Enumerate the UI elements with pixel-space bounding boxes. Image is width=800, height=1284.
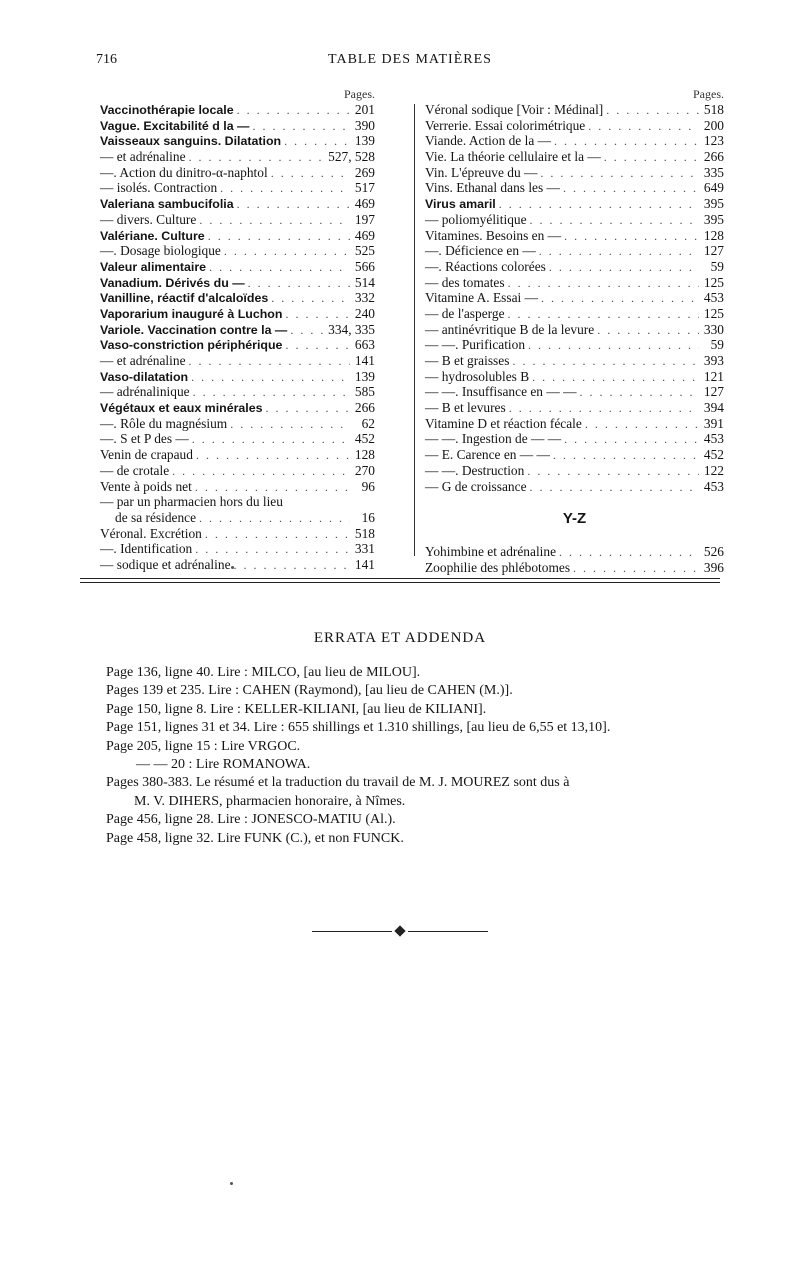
entry-text: Véronal sodique [Voir : Médinal]	[425, 102, 604, 117]
leader-dots	[597, 323, 699, 339]
entry-text: Végétaux et eaux minérales	[100, 401, 263, 416]
entry-page: 526	[703, 544, 724, 560]
index-entry	[425, 544, 724, 560]
leader-dots	[509, 401, 699, 417]
entry-page: 266	[703, 149, 724, 165]
index-entry	[425, 384, 724, 400]
leader-dots	[290, 323, 325, 339]
index-entry-list	[425, 102, 724, 494]
entry-text: Vaporarium inauguré à Luchon	[100, 306, 283, 321]
leader-dots	[553, 448, 699, 464]
section-heading-yz: Y-Z	[562, 510, 587, 528]
entry-page: 128	[703, 227, 724, 243]
leader-dots	[271, 291, 350, 307]
entry-text: Vente à poids net	[100, 478, 192, 494]
leader-dots	[554, 134, 699, 150]
index-entry	[100, 541, 375, 557]
index-entry	[425, 431, 724, 447]
leader-dots	[234, 558, 350, 574]
index-entry	[100, 494, 375, 510]
entry-text: — de crotale	[100, 462, 170, 478]
errata-line: Page 205, ligne 15 : Lire VRGOC.	[106, 738, 301, 754]
entry-text: Vaccinothérapie locale	[100, 103, 234, 117]
index-entry	[100, 479, 375, 495]
index-entry	[100, 228, 375, 244]
leader-dots	[539, 244, 699, 260]
entry-text: — B et graisses	[425, 353, 510, 368]
index-entry	[100, 322, 375, 338]
entry-text: — B et levures	[425, 400, 506, 416]
index-entry	[425, 416, 724, 432]
leader-dots	[508, 307, 699, 323]
entry-text: — isolés. Contraction	[100, 180, 218, 196]
entry-page: 240	[354, 305, 375, 321]
index-entry	[425, 259, 724, 275]
leader-dots	[549, 260, 699, 276]
entry-text: Vitamine A. Essai —	[425, 290, 539, 306]
index-entry	[425, 212, 724, 228]
entry-text: Virus amaril	[425, 197, 496, 212]
entry-page: 452	[354, 431, 375, 447]
leader-dots	[248, 276, 350, 292]
entry-page: 59	[710, 258, 724, 274]
leader-dots	[193, 385, 350, 401]
index-entry	[100, 400, 375, 416]
entry-page: 395	[703, 196, 724, 212]
index-entry	[100, 526, 375, 542]
index-entry	[100, 196, 375, 212]
index-entry	[100, 510, 375, 526]
entry-page: 525	[354, 243, 375, 259]
entry-page: 518	[354, 525, 375, 541]
entry-text: —. Dosage biologique	[100, 243, 221, 259]
leader-dots	[192, 432, 350, 448]
entry-text: Vie. La théorie cellulaire et la —	[425, 149, 601, 165]
index-entry	[425, 243, 724, 259]
entry-page: 332	[354, 290, 375, 306]
leader-dots	[499, 197, 699, 213]
entry-text: — des tomates	[425, 274, 505, 290]
entry-text: Vaso-constriction périphérique	[100, 338, 283, 353]
entry-page: 59	[710, 337, 724, 353]
index-entry	[100, 463, 375, 479]
index-entry	[425, 275, 724, 291]
leader-dots	[508, 276, 699, 292]
leader-dots	[564, 432, 699, 448]
entry-text: Valériane. Culture	[100, 228, 205, 243]
leader-dots	[588, 119, 699, 135]
index-entry	[425, 102, 724, 118]
double-rule-bottom	[80, 582, 720, 583]
entry-text: Vague. Excitabilité d la —	[100, 118, 250, 133]
index-entry	[100, 337, 375, 353]
index-entry	[425, 400, 724, 416]
entry-text: de sa résidence	[115, 509, 197, 525]
entry-page: 394	[703, 400, 724, 416]
entry-page: 335	[703, 164, 724, 180]
leader-dots	[285, 338, 350, 354]
errata-line: — — 20 : Lire ROMANOWA.	[136, 757, 311, 773]
entry-page: 125	[703, 305, 724, 321]
leader-dots	[224, 244, 350, 260]
leader-dots	[220, 181, 350, 197]
entry-page: 123	[703, 133, 724, 149]
entry-text: Vaisseaux sanguins. Dilatation	[100, 134, 282, 149]
index-entry	[425, 322, 724, 338]
leader-dots	[527, 464, 699, 480]
leader-dots	[528, 338, 699, 354]
index-entry	[425, 180, 724, 196]
index-entry	[425, 165, 724, 181]
entry-text: Viande. Action de la —	[425, 133, 552, 149]
entry-page: 331	[354, 541, 375, 557]
ornament-line-left	[312, 931, 392, 932]
entry-text: — —. Destruction	[425, 462, 525, 478]
leader-dots	[532, 370, 699, 386]
entry-page: 518	[703, 102, 724, 117]
entry-page: 127	[703, 384, 724, 400]
leader-dots	[284, 134, 350, 150]
entry-text: Vanadium. Dérivés du —	[100, 275, 245, 290]
errata-line: M. V. DIHERS, pharmacien honoraire, à Nîmes.	[134, 793, 406, 809]
entry-page: 139	[354, 133, 375, 149]
errata-line: Pages 139 et 235. Lire : CAHEN (Raymond), [au lieu de CAHEN (M.)].	[106, 683, 513, 699]
leader-dots	[540, 166, 699, 182]
entry-page: 330	[703, 321, 724, 337]
entry-text: Vitamines. Besoins en —	[425, 227, 562, 243]
leader-dots	[285, 307, 350, 323]
entry-page: 663	[354, 337, 375, 353]
entry-text: —. Réactions colorées	[425, 258, 546, 274]
entry-page: 453	[703, 290, 724, 306]
end-ornament	[312, 926, 488, 938]
page-number: 716	[96, 52, 117, 67]
entry-text: — hydrosolubles B	[425, 368, 530, 384]
entry-page: 469	[354, 196, 375, 212]
index-entry	[100, 133, 375, 149]
leader-dots	[564, 229, 699, 245]
entry-text: — et adrénaline	[100, 149, 186, 165]
ink-speck	[231, 566, 234, 569]
index-entry	[425, 463, 724, 479]
index-entry	[100, 384, 375, 400]
entry-page: 334, 335	[328, 321, 375, 337]
index-entry	[100, 149, 375, 165]
leader-dots	[530, 480, 699, 496]
index-entry	[425, 306, 724, 322]
index-entry	[100, 353, 375, 369]
index-entry	[425, 560, 724, 576]
leader-dots	[208, 229, 350, 245]
leader-dots	[195, 480, 350, 496]
leader-dots	[563, 181, 699, 197]
errata-line: Pages 380-383. Le résumé et la traduction du travail de M. J. MOUREZ sont dus à	[106, 775, 570, 791]
ornament-diamond	[394, 925, 405, 936]
leader-dots	[199, 511, 350, 527]
entry-page: 527, 528	[328, 149, 375, 165]
ink-speck	[230, 1182, 233, 1185]
entry-page: 128	[354, 447, 375, 463]
running-title: TABLE DES MATIÈRES	[328, 52, 492, 67]
leader-dots	[196, 448, 350, 464]
errata-list	[106, 664, 736, 848]
entry-page: 514	[354, 274, 375, 290]
entry-text: — de l'asperge	[425, 305, 505, 321]
index-entry	[100, 165, 375, 181]
leader-dots	[541, 291, 699, 307]
index-entry-list	[100, 102, 375, 573]
pages-column-header: Pages.	[344, 87, 375, 101]
entry-page: 139	[354, 368, 375, 384]
pages-column-header: Pages.	[693, 87, 724, 101]
entry-page: 16	[361, 509, 375, 525]
entry-page: 393	[703, 353, 724, 368]
entry-page: 469	[354, 227, 375, 243]
leader-dots	[559, 545, 699, 561]
entry-text: Variole. Vaccination contre la —	[100, 322, 288, 337]
index-entry	[100, 290, 375, 306]
entry-text: Vins. Ethanal dans les —	[425, 180, 560, 196]
leader-dots	[530, 213, 699, 229]
entry-page: 395	[703, 211, 724, 227]
errata-line: Page 150, ligne 8. Lire : KELLER-KILIANI, [au lieu de KILIANI].	[106, 701, 487, 717]
entry-page: 266	[354, 400, 375, 416]
index-entry	[100, 118, 375, 134]
leader-dots	[266, 401, 350, 417]
entry-text: —. Action du dinitro-α-naphtol	[100, 164, 268, 180]
entry-text: — sodique et adrénaline	[100, 556, 231, 572]
entry-page: 122	[703, 462, 724, 478]
entry-text: — antinévritique B de la levure	[425, 321, 595, 337]
index-entry	[100, 369, 375, 385]
entry-text: — adrénalinique	[100, 384, 190, 400]
entry-page: 270	[354, 462, 375, 478]
index-entry	[425, 353, 724, 369]
index-entry	[100, 180, 375, 196]
leader-dots	[585, 417, 699, 433]
leader-dots	[579, 385, 699, 401]
index-entry	[100, 102, 375, 118]
index-column-left	[100, 86, 375, 573]
leader-dots	[512, 354, 699, 370]
index-column-right	[425, 86, 724, 576]
entry-page: 517	[354, 180, 375, 196]
entry-page: 62	[361, 415, 375, 431]
column-divider	[414, 104, 415, 556]
leader-dots	[237, 197, 350, 213]
leader-dots	[209, 260, 350, 276]
entry-text: —. Rôle du magnésium	[100, 415, 228, 431]
leader-dots	[252, 119, 350, 135]
entry-text: —. Identification	[100, 541, 193, 557]
entry-text: Zoophilie des phlébotomes	[425, 559, 571, 575]
entry-text: — divers. Culture	[100, 211, 197, 227]
leader-dots	[271, 166, 350, 182]
index-entry	[425, 196, 724, 212]
entry-text: Valeur alimentaire	[100, 259, 207, 274]
entry-page: 201	[354, 102, 375, 117]
entry-text: — E. Carence en — —	[425, 447, 550, 463]
index-entry	[100, 431, 375, 447]
entry-text: — —. Insuffisance en — —	[425, 384, 577, 400]
index-entry-list	[425, 544, 724, 575]
index-entry	[100, 243, 375, 259]
entry-text: — —. Purification	[425, 337, 526, 353]
index-entry	[425, 149, 724, 165]
entry-text: Valeriana sambucifolia	[100, 197, 234, 212]
entry-text: Vanilline, réactif d'alcaloïdes	[100, 291, 269, 306]
index-entry	[425, 228, 724, 244]
entry-page: 453	[703, 431, 724, 447]
entry-text: Verrerie. Essai colorimétrique	[425, 117, 586, 133]
leader-dots	[606, 103, 699, 119]
leader-dots	[189, 150, 326, 166]
entry-page: 585	[354, 384, 375, 400]
index-entry	[425, 479, 724, 495]
index-entry	[100, 212, 375, 228]
leader-dots	[195, 542, 350, 558]
leader-dots	[205, 527, 350, 543]
entry-text: Yohimbine et adrénaline	[425, 544, 557, 560]
leader-dots	[237, 103, 350, 119]
index-entry	[100, 275, 375, 291]
ornament-line-right	[408, 931, 488, 932]
index-entry	[425, 290, 724, 306]
index-entry	[425, 447, 724, 463]
entry-page: 396	[703, 559, 724, 575]
entry-page: 390	[354, 117, 375, 133]
index-entry	[100, 447, 375, 463]
leader-dots	[199, 213, 350, 229]
entry-text: — —. Ingestion de — —	[425, 431, 562, 447]
index-entry	[100, 259, 375, 275]
entry-page: 453	[703, 478, 724, 494]
entry-text: Véronal. Excrétion	[100, 525, 202, 541]
entry-text: Vaso-dilatation	[100, 369, 189, 384]
entry-page: 121	[703, 368, 724, 384]
entry-text: — poliomyélitique	[425, 211, 527, 227]
entry-page: 127	[703, 243, 724, 259]
entry-page: 566	[354, 258, 375, 274]
errata-title: ERRATA ET ADDENDA	[313, 630, 487, 646]
entry-text: —. S et P des —	[100, 431, 189, 447]
index-entry	[100, 557, 375, 573]
entry-page: 125	[703, 274, 724, 290]
index-entry	[100, 306, 375, 322]
leader-dots	[604, 150, 699, 166]
entry-text: Vitamine D et réaction fécale	[425, 415, 582, 431]
entry-page: 269	[354, 164, 375, 180]
leader-dots	[573, 561, 699, 577]
leader-dots	[191, 370, 350, 386]
entry-text: — et adrénaline	[100, 353, 186, 368]
index-entry	[425, 337, 724, 353]
entry-text: — par un pharmacien hors du lieu	[100, 494, 283, 510]
entry-text: — G de croissance	[425, 478, 527, 494]
entry-text: —. Déficience en —	[425, 243, 536, 259]
index-entry	[100, 416, 375, 432]
leader-dots	[172, 464, 350, 480]
errata-line: Page 136, ligne 40. Lire : MILCO, [au lieu de MILOU].	[106, 665, 421, 680]
page-header	[96, 52, 724, 72]
double-rule-top	[80, 578, 720, 579]
index-entry	[425, 369, 724, 385]
entry-page: 452	[703, 447, 724, 463]
entry-text: Vin. L'épreuve du —	[425, 164, 538, 180]
errata-line: Page 456, ligne 28. Lire : JONESCO-MATIU (Al.).	[106, 812, 396, 828]
index-entry	[425, 133, 724, 149]
errata-line: Page 458, ligne 32. Lire FUNK (C.), et non FUNCK.	[106, 830, 404, 846]
leader-dots	[230, 417, 350, 433]
entry-page: 391	[703, 415, 724, 431]
entry-text: Venin de crapaud	[100, 447, 193, 463]
entry-page: 141	[354, 556, 375, 572]
entry-page: 649	[703, 180, 724, 196]
entry-page: 96	[361, 478, 375, 494]
index-entry	[425, 118, 724, 134]
entry-page: 200	[703, 117, 724, 133]
leader-dots	[189, 354, 350, 370]
entry-page: 197	[354, 211, 375, 227]
errata-line: Page 151, lignes 31 et 34. Lire : 655 shillings et 1.310 shillings, [au lieu de 6,55 et 13,10].	[106, 720, 611, 736]
entry-page: 141	[354, 353, 375, 368]
